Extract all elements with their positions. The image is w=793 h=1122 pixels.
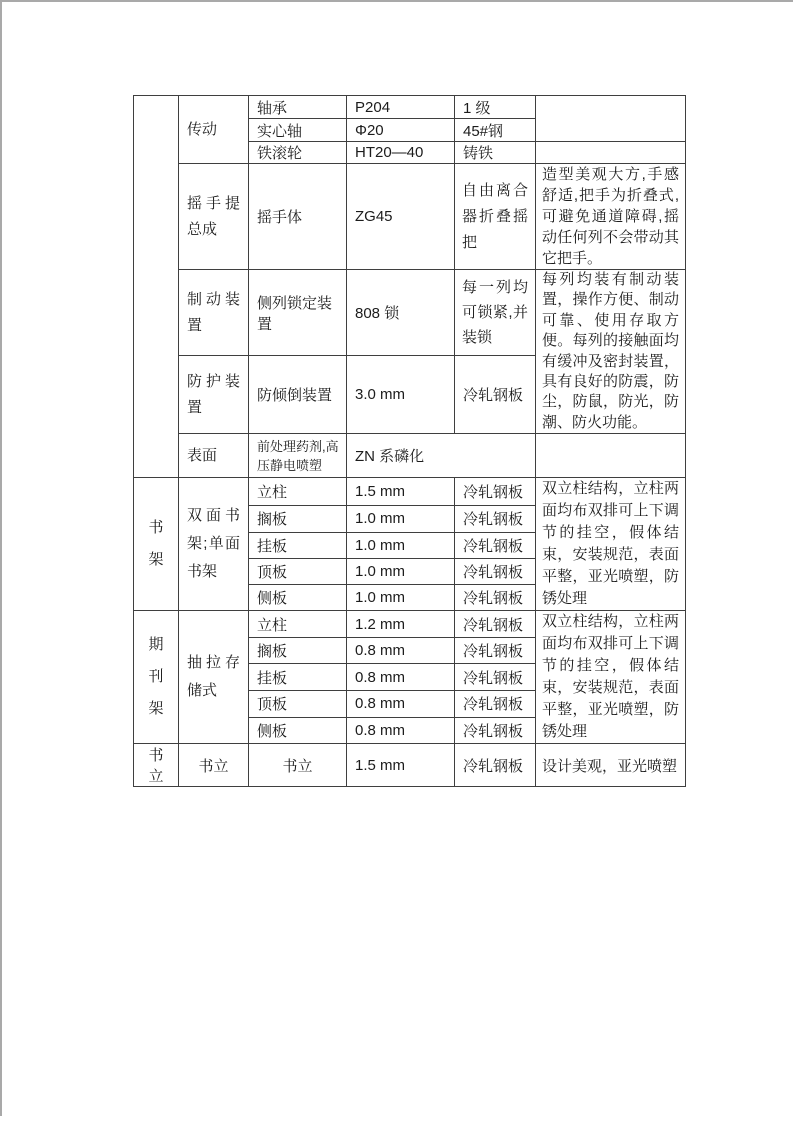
part-cell: 铁滚轮: [249, 142, 347, 164]
part-cell: 侧板: [249, 717, 347, 744]
note-cell-empty: [536, 142, 686, 164]
page-edge-top: [0, 0, 793, 2]
group-label: 期刊架: [148, 636, 164, 718]
value-cell: 1.5 mm: [347, 744, 455, 787]
group-label-cell-empty: [134, 96, 179, 478]
type-cell: 书立: [179, 744, 249, 787]
table-row: [134, 96, 686, 119]
material-cell: 冷轧钢板: [455, 744, 536, 787]
part-cell: 立柱: [249, 478, 347, 505]
value-cell: ZG45: [347, 164, 455, 270]
part-cell: 实心轴: [249, 119, 347, 142]
table-row: [134, 434, 686, 478]
category-cell: 表面: [179, 434, 249, 478]
note-cell-empty: [536, 434, 686, 478]
part-cell: 书立: [249, 744, 347, 787]
note-cell: 双立柱结构，立柱两面均布双排可上下调节的挂空，假体结束，安装规范，表面平整，亚光喷塑，防锈处理: [536, 478, 686, 611]
value-cell: HT20—40: [347, 142, 455, 164]
spec-cell: 45#钢: [455, 119, 536, 142]
value-cell: 3.0 mm: [347, 356, 455, 434]
spec-cell: 铸铁: [455, 142, 536, 164]
spec-cell: 冷轧钢板: [455, 356, 536, 434]
spec-cell: 自由离合器折叠摇把: [455, 164, 536, 270]
value-cell: 1.2 mm: [347, 611, 455, 638]
value-cell: 1.0 mm: [347, 585, 455, 611]
part-cell: 立柱: [249, 611, 347, 638]
material-cell: 冷轧钢板: [455, 717, 536, 744]
spec-table: [133, 95, 686, 787]
table-row: [134, 270, 686, 356]
value-cell: 1.0 mm: [347, 532, 455, 558]
note-cell: 每列均装有制动装置，操作方便、制动可靠、使用存取方便。每列的接触面均有缓冲及密封装置，具有良好的防震，防尘，防鼠，防光，防潮、防火功能。: [536, 270, 686, 434]
category-cell: 制动装置: [179, 270, 249, 356]
group-label-cell: [134, 478, 179, 611]
material-cell: 冷轧钢板: [455, 585, 536, 611]
part-cell: 前处理药剂,高压静电喷塑: [249, 434, 347, 478]
value-cell: 1.5 mm: [347, 478, 455, 505]
part-cell: 轴承: [249, 96, 347, 119]
part-cell: 搁板: [249, 637, 347, 664]
value-cell: 0.8 mm: [347, 717, 455, 744]
spec-cell: 每一列均可锁紧,并装锁: [455, 270, 536, 356]
table-row: [134, 478, 686, 505]
table-row: [134, 164, 686, 270]
group-label-cell: 书立: [134, 744, 179, 787]
group-label-cell: [134, 611, 179, 744]
category-cell: 传动: [179, 96, 249, 164]
material-cell: 冷轧钢板: [455, 505, 536, 532]
page-edge-left: [0, 0, 2, 1116]
value-cell: P204: [347, 96, 455, 119]
material-cell: 冷轧钢板: [455, 611, 536, 638]
note-cell: 设计美观，亚光喷塑: [536, 744, 686, 787]
note-cell: 双立柱结构，立柱两面均布双排可上下调节的挂空，假体结束，安装规范，表面平整，亚光喷塑，防锈处理: [536, 611, 686, 744]
value-cell: ZN 系磷化: [347, 434, 536, 478]
value-cell: 1.0 mm: [347, 559, 455, 585]
value-cell: 0.8 mm: [347, 664, 455, 691]
part-cell: 侧板: [249, 585, 347, 611]
material-cell: 冷轧钢板: [455, 637, 536, 664]
material-cell: 冷轧钢板: [455, 691, 536, 718]
value-cell: 1.0 mm: [347, 505, 455, 532]
material-cell: 冷轧钢板: [455, 559, 536, 585]
part-cell: 挂板: [249, 532, 347, 558]
category-cell: 防护装置: [179, 356, 249, 434]
spec-cell: 1 级: [455, 96, 536, 119]
value-cell: 0.8 mm: [347, 691, 455, 718]
note-cell-empty: [536, 96, 686, 142]
part-cell: 顶板: [249, 691, 347, 718]
value-cell: 808 锁: [347, 270, 455, 356]
part-cell: 摇手体: [249, 164, 347, 270]
type-cell: 双面书架;单面书架: [179, 478, 249, 611]
part-cell: 侧列锁定装置: [249, 270, 347, 356]
value-cell: Φ20: [347, 119, 455, 142]
table-row: [134, 744, 686, 787]
table-row: [134, 611, 686, 638]
group-label: 书架: [148, 519, 164, 569]
note-cell: 造型美观大方,手感舒适,把手为折叠式,可避免通道障碍,摇动任何列不会带动其它把手。: [536, 164, 686, 270]
value-cell: 0.8 mm: [347, 637, 455, 664]
part-cell: 顶板: [249, 559, 347, 585]
material-cell: 冷轧钢板: [455, 478, 536, 505]
material-cell: 冷轧钢板: [455, 664, 536, 691]
category-cell: 摇手提总成: [179, 164, 249, 270]
part-cell: 挂板: [249, 664, 347, 691]
part-cell: 防倾倒装置: [249, 356, 347, 434]
type-cell: 抽拉存储式: [179, 611, 249, 744]
material-cell: 冷轧钢板: [455, 532, 536, 558]
part-cell: 搁板: [249, 505, 347, 532]
